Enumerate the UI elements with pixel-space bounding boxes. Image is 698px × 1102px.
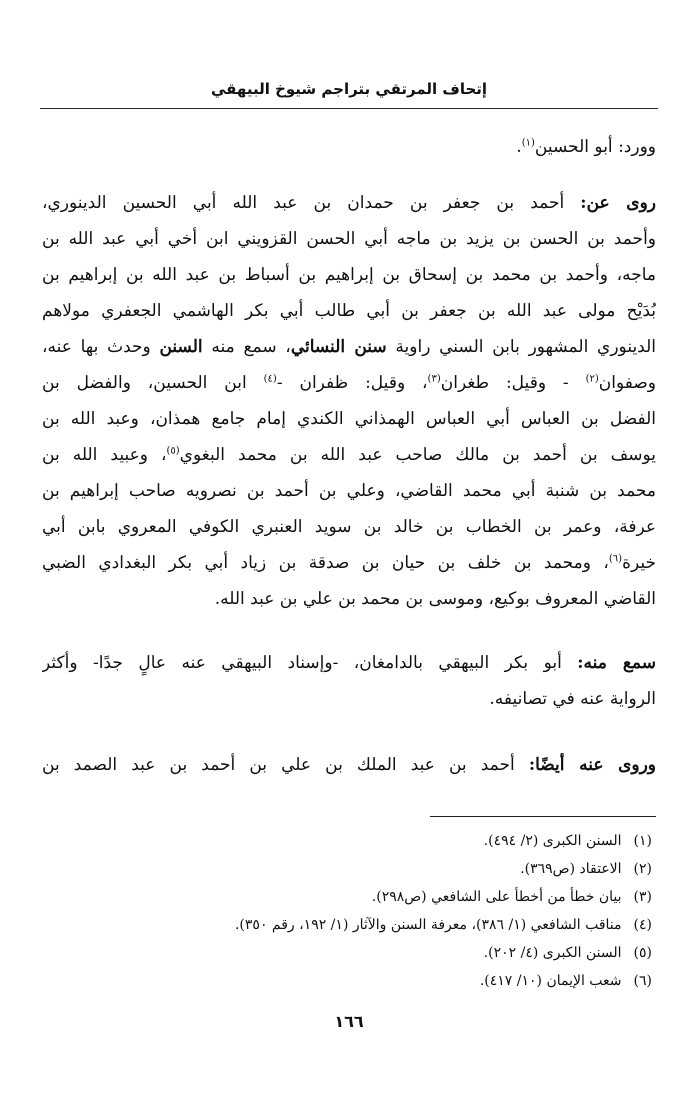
footnote-ref: (١): [521, 137, 535, 149]
text-line: الرواية عنه في تصانيفه.: [489, 689, 656, 709]
footnote-text: السنن الكبرى (٢/ ٤٩٤).: [483, 833, 622, 849]
section-label: روى عن:: [580, 193, 656, 213]
text-segment: أحمد بن عبد الملك بن علي بن أحمد بن عبد الصمد بن: [42, 755, 529, 775]
book-title: السنن: [159, 337, 203, 357]
footnote: [42, 828, 652, 854]
footnote-ref: (٢): [585, 373, 599, 385]
text-segment: ابن الحسين، والفضل بن: [42, 373, 264, 393]
text-segment: وورد: أبو الحسين: [534, 137, 656, 157]
footnote-ref: (٥): [166, 445, 180, 457]
footnote-ref: (٤): [263, 373, 277, 385]
footnote-separator: [430, 816, 656, 817]
footnote: [42, 912, 652, 938]
text-line: [42, 366, 656, 400]
footnote-ref: (٣): [427, 373, 441, 385]
footnote-number: (١): [633, 833, 652, 849]
text-segment: خيرة: [622, 553, 656, 573]
text-line: عرفة، وعمر بن الخطاب بن خالد بن سويد العنبري الكوفي المعروي بابن أبي: [42, 517, 656, 537]
footnote-text: مناقب الشافعي (١/ ٣٨٦)، معرفة السنن والآثار (١/ ١٩٢، رقم ٣٥٠).: [234, 917, 622, 933]
text-segment: الدينوري المشهور بابن السني راوية: [386, 337, 656, 357]
footnote: [42, 940, 652, 966]
text-segment: ، وعبيد الله بن: [42, 445, 167, 465]
text-line: [42, 546, 656, 580]
footnote-number: (٦): [633, 973, 652, 989]
footnote: [42, 968, 652, 994]
text-segment: ، سمع منه: [202, 337, 291, 357]
footnote-number: (٤): [633, 917, 652, 933]
text-segment: - وقيل: طغران: [440, 373, 586, 393]
footnote-text: السنن الكبرى (٤/ ٢٠٢).: [483, 945, 622, 961]
footnote-number: (٢): [633, 861, 652, 877]
text-line: بُدَيْح مولى عبد الله بن جعفر بن أبي طالب أبي بكر الهاشمي الجعفري مولاهم: [42, 301, 656, 321]
text-segment: .: [516, 137, 522, 157]
text-line: وأحمد بن الحسن بن يزيد بن ماجه أبي الحسن القزويني ابن أخي أبي عبد الله بن: [42, 229, 656, 249]
book-title: سنن النسائي: [290, 337, 387, 357]
section-label: وروى عنه أيضًا:: [528, 755, 656, 775]
section-label: سمع منه:: [577, 653, 656, 673]
footnote-ref: (٦): [608, 553, 623, 565]
text-line: ماجه، وأحمد بن محمد بن إسحاق بن إبراهيم بن أسباط بن عبد الله بن إبراهيم بن: [42, 265, 656, 285]
text-line: [42, 330, 656, 364]
text-line: [42, 130, 656, 164]
text-line: [42, 438, 656, 472]
text-line: محمد بن شنبة أبي محمد القاضي، وعلي بن أحمد بن نصرويه صاحب إبراهيم بن: [42, 481, 656, 501]
footnote-text: شعب الإيمان (١٠/ ٤١٧).: [479, 973, 622, 989]
text-segment: ، ومحمد بن خلف بن حيان بن صدقة بن زياد أبي بكر البغدادي الضبي: [42, 553, 609, 573]
text-segment: وصفوان: [598, 373, 656, 393]
text-segment: يوسف بن أحمد بن مالك صاحب عبد الله بن محمد البغوي: [179, 445, 656, 465]
footnote-text: بيان خطأ من أخطأ على الشافعي (ص٢٩٨).: [371, 889, 622, 905]
text-line: [42, 646, 656, 680]
text-line: الفضل بن العباس أبي العباس الهمذاني الكندي إمام جامع همذان، وعبد الله بن: [42, 409, 656, 429]
page-number: ١٦٦: [334, 1012, 364, 1031]
footnote-text: الاعتقاد (ص٣٦٩).: [520, 861, 622, 877]
footnote-number: (٥): [633, 945, 652, 961]
text-segment: ، وقيل: ظفران -: [276, 373, 428, 393]
footnote: [42, 884, 652, 910]
text-segment: وحدث بها عنه،: [42, 337, 160, 357]
text-segment: أبو بكر البيهقي بالدامغان، -وإسناد البيهقي عنه عالٍ جدًا- وأكثر: [42, 653, 578, 673]
text-segment: أحمد بن جعفر بن حمدان بن عبد الله أبي الحسين الدينوري،: [42, 193, 581, 213]
running-header: إتحاف المرتقي بتراجم شيوخ البيهقي: [40, 74, 658, 109]
footnote: [42, 856, 652, 882]
text-line: [42, 748, 656, 782]
text-line: [42, 186, 656, 220]
footnote-number: (٣): [633, 889, 652, 905]
text-line: القاضي المعروف بوكيع، وموسى بن محمد بن علي بن عبد الله.: [214, 589, 656, 609]
